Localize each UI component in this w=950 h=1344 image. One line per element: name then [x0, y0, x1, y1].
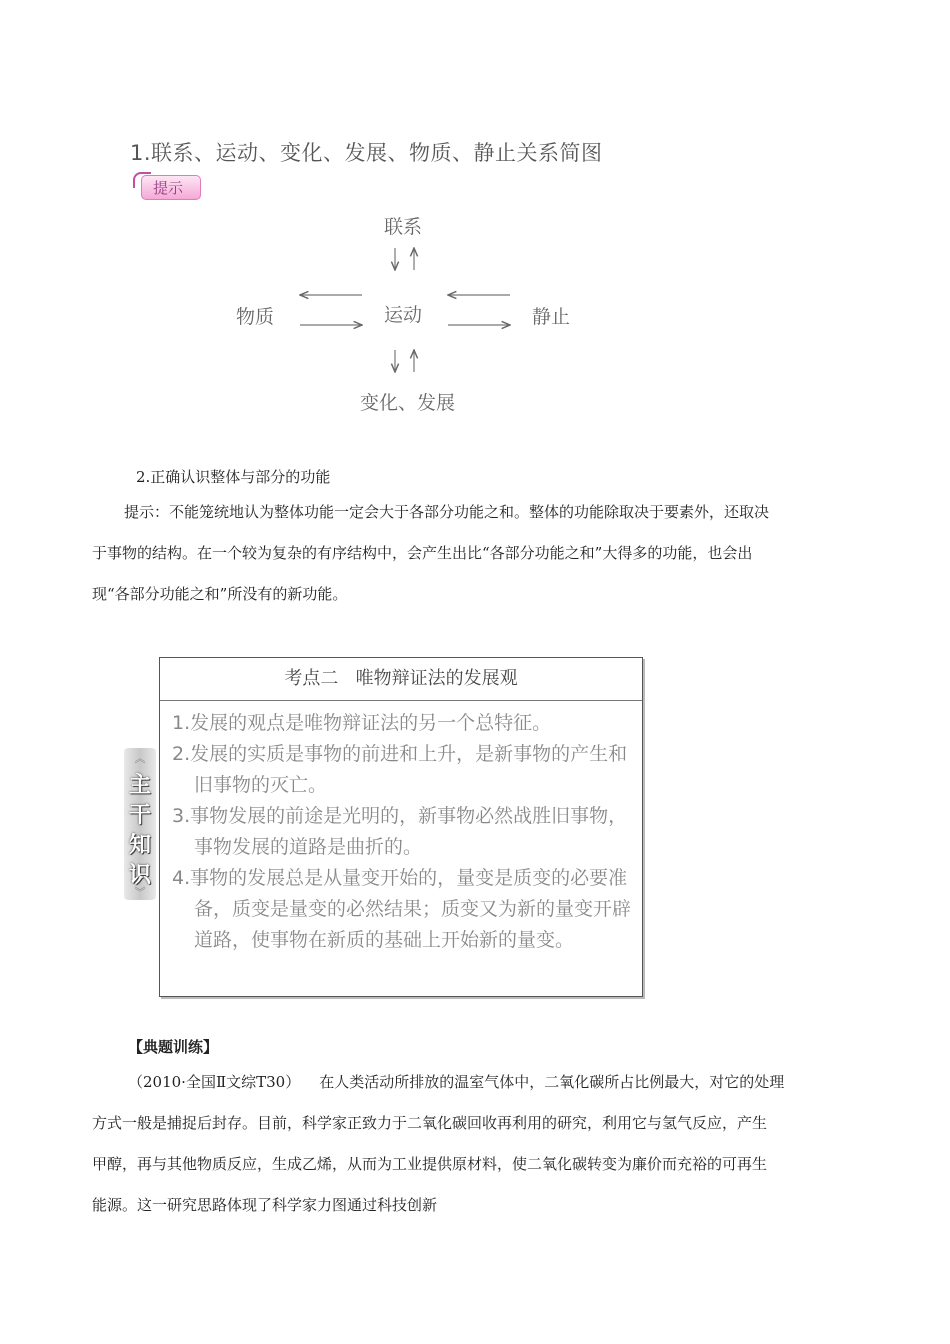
exercise-line-3: 甲醇，再与其他物质反应，生成乙烯，从而为工业提供原材料，使二氧化碳转变为廉价而充裕的可再生: [92, 1155, 768, 1173]
side-char: 知: [128, 833, 151, 858]
diagram-arrows: [0, 0, 950, 440]
hint-line-3: 现“各部分功能之和”所没有的新功能。: [92, 585, 348, 603]
knowledge-item: 1.发展的观点是唯物辩证法的另一个总特征。: [172, 712, 552, 734]
section-title-whole-part: 2.正确认识整体与部分的功能: [136, 468, 331, 486]
chevron-up-icon: ︽: [134, 752, 146, 765]
hint-line-2: 于事物的结构。在一个较为复杂的有序结构中，会产生出比“各部分功能之和”大得多的功能，也会出: [92, 544, 753, 562]
node-jingzhi: 静止: [532, 306, 571, 328]
exercise-line-4: 能源。这一研究思路体现了科学家力图通过科技创新: [92, 1196, 438, 1214]
knowledge-box-body: [172, 708, 638, 956]
side-char: 识: [128, 863, 151, 888]
exercise-line-2: 方式一般是捕捉后封存。目前，科学家正致力于二氧化碳回收再利用的研究，利用它与氢气反应，产生: [92, 1114, 768, 1132]
node-bianhua-fazhan: 变化、发展: [360, 392, 456, 414]
node-wuzhi: 物质: [236, 306, 275, 328]
knowledge-box: [159, 657, 643, 997]
node-yundong: 运动: [384, 304, 423, 326]
side-char: 主: [128, 773, 151, 798]
exercise-heading: 【典题训练】: [128, 1038, 219, 1056]
knowledge-item: 3.事物发展的前途是光明的，新事物必然战胜旧事物，事物发展的道路是曲折的。: [172, 805, 628, 858]
chevron-down-icon: ︾: [134, 886, 146, 899]
hint-line-1: 提示：不能笼统地认为整体功能一定会大于各部分功能之和。整体的功能除取决于要素外，还取决: [124, 503, 770, 521]
side-char: 干: [128, 803, 151, 828]
knowledge-item: 4.事物的发展总是从量变开始的，量变是质变的必要准备，质变是量变的必然结果；质变又为新的量变开辟道路，使事物在新质的基础上开始新的量变。: [172, 867, 632, 951]
node-lianxi: 联系: [384, 216, 423, 238]
knowledge-box-title: 考点二 唯物辩证法的发展观: [160, 658, 642, 701]
hint-label: 提示: [153, 179, 184, 197]
exercise-line-1: （2010·全国Ⅱ文综T30） 在人类活动所排放的温室气体中，二氧化碳所占比例最大，对它的处理: [128, 1073, 785, 1091]
section-title-relations: 1.联系、运动、变化、发展、物质、静止关系简图: [130, 141, 603, 165]
side-label-main-knowledge: [124, 748, 156, 900]
knowledge-item: 2.发展的实质是事物的前进和上升，是新事物的产生和旧事物的灭亡。: [172, 743, 628, 796]
